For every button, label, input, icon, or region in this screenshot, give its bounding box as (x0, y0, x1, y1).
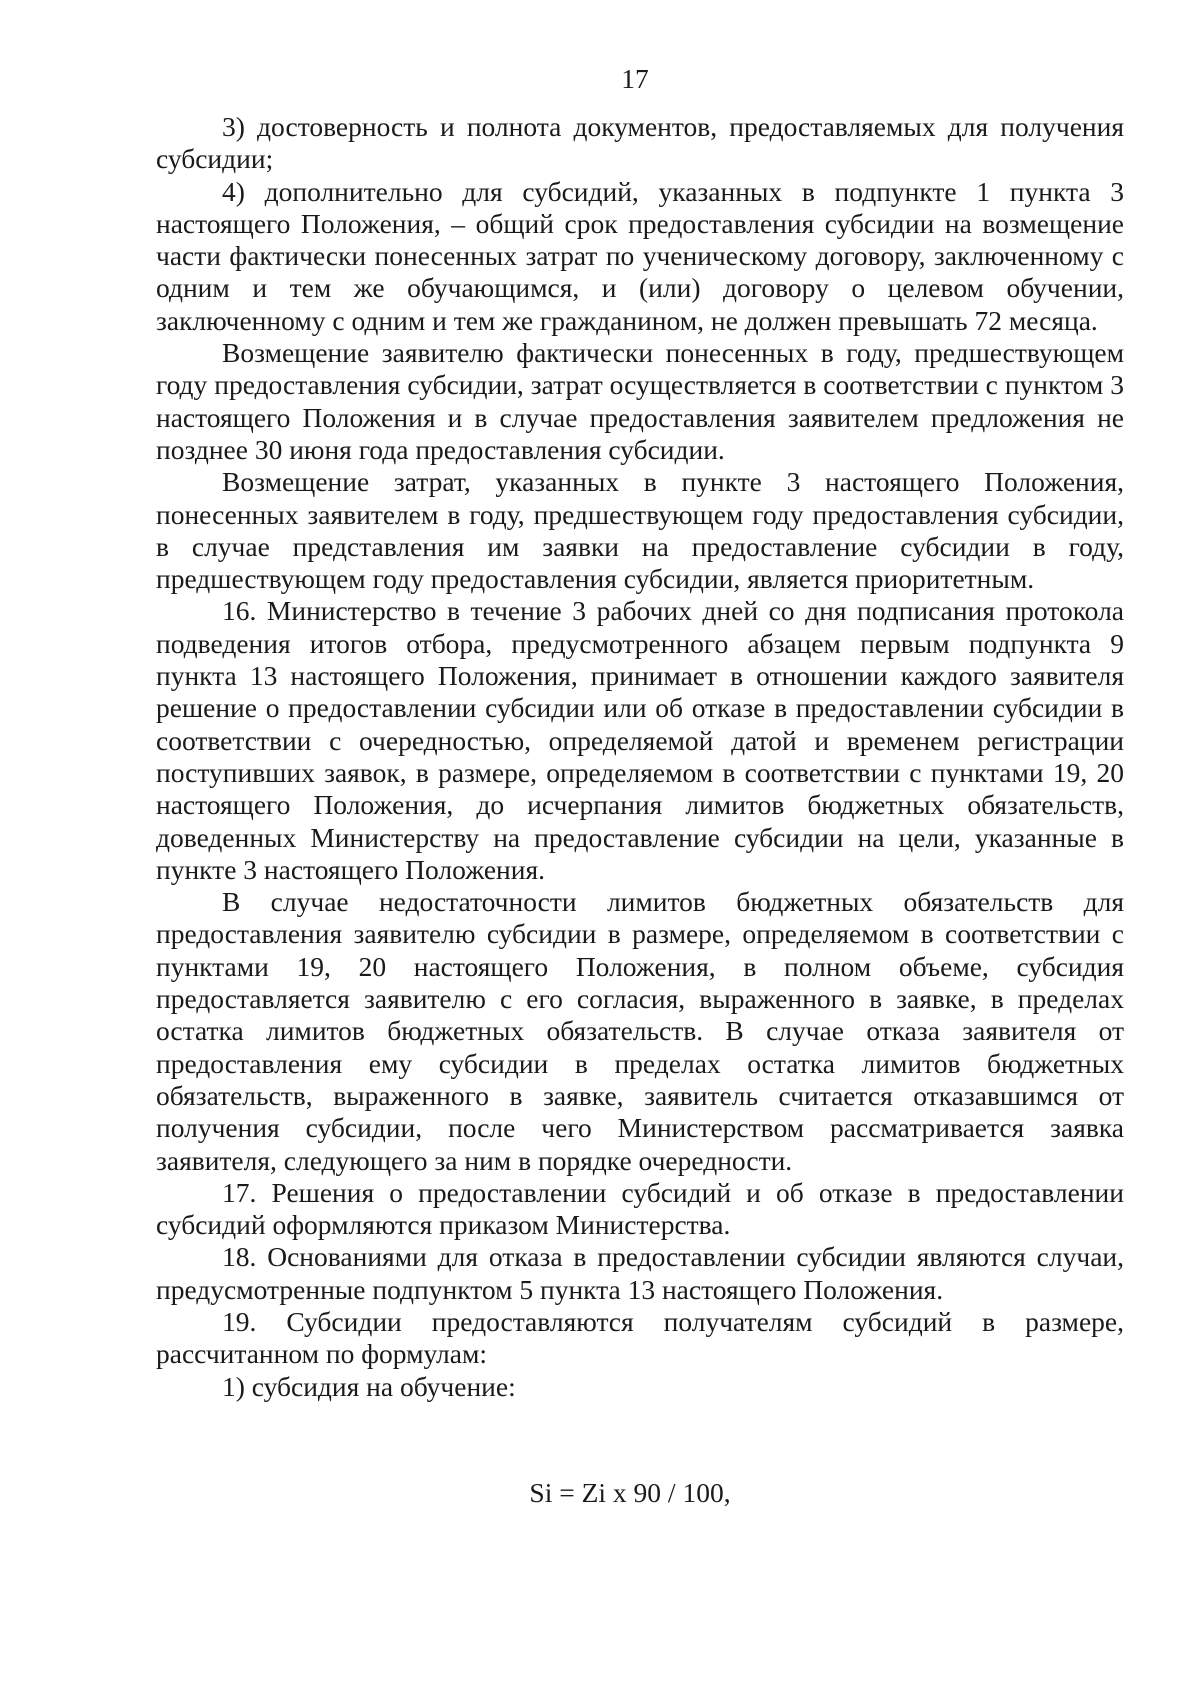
paragraph-reimbursement-current: Возмещение заявителю фактически понесенных в году, предшествующем году предоставления субсидии, затрат осуществляется в соответствии с пунктом 3 настоящего Положения и в случае предоставления заявителем предложения не позднее 30 июня года предоставления субсидии. (156, 337, 1124, 465)
formula-subsidy-training: Si = Zi x 90 / 100, (529, 1477, 731, 1508)
paragraph-item-4: 4) дополнительно для субсидий, указанных в подпункте 1 пункта 3 настоящего Положения, – общий срок предоставления субсидии на возмещение части фактически понесенных затрат по ученическому договору, заключенному с одним и тем же обучающимся, и (или) договору о целевом обучении, заключенному с одним и тем же гражданином, не должен превышать 72 месяца. (156, 175, 1124, 336)
paragraph-17: 17. Решения о предоставлении субсидий и об отказе в предоставлении субсидий оформляются приказом Министерства. (156, 1176, 1124, 1241)
paragraph-reimbursement-priority: Возмещение затрат, указанных в пункте 3 настоящего Положения, понесенных заявителем в году, предшествующем году предоставления субсидии, в случае представления им заявки на предоставление субсидии в году, предшествующем году предоставления субсидии, является приоритетным. (156, 466, 1124, 595)
paragraph-insufficient-limits: В случае недостаточности лимитов бюджетных обязательств для предоставления заявителю субсидии в размере, определяемом в соответствии с пунктами 19, 20 настоящего Положения, в полном объеме, субсидия предоставляется заявителю с его согласия, выраженного в заявке, в пределах остатка лимитов бюджетных обязательств. В случае отказа заявителя от предоставления ему субсидии в пределах остатка лимитов бюджетных обязательств, выраженного в заявке, заявитель считается отказавшимся от получения субсидии, после чего Министерством рассматривается заявка заявителя, следующего за ним в порядке очередности. (156, 886, 1124, 1176)
paragraph-18: 18. Основаниями для отказа в предоставлении субсидии являются случаи, предусмотренные подпунктом 5 пункта 13 настоящего Положения. (156, 1241, 1124, 1305)
paragraph-19: 19. Субсидии предоставляются получателям субсидий в размере, рассчитанном по формулам: (156, 1305, 1124, 1370)
page-number: 17 (621, 63, 649, 94)
paragraph-19-item-1: 1) субсидия на обучение: (222, 1370, 516, 1402)
paragraph-item-3: 3) достоверность и полнота документов, предоставляемых для получения субсидии; (156, 111, 1124, 175)
paragraph-16: 16. Министерство в течение 3 рабочих дней со дня подписания протокола подведения итогов отбора, предусмотренного абзацем первым подпункта 9 пункта 13 настоящего Положения, принимает в отношении каждого заявителя решение о предоставлении субсидии или об отказе в предоставлении субсидии в соответствии с очередностью, определяемой датой и временем регистрации поступивших заявок, в размере, определяемом в соответствии с пунктами 19, 20 настоящего Положения, до исчерпания лимитов бюджетных обязательств, доведенных Министерству на предоставление субсидии на цели, указанные в пункте 3 настоящего Положения. (156, 595, 1124, 885)
document-body (156, 111, 1124, 1403)
